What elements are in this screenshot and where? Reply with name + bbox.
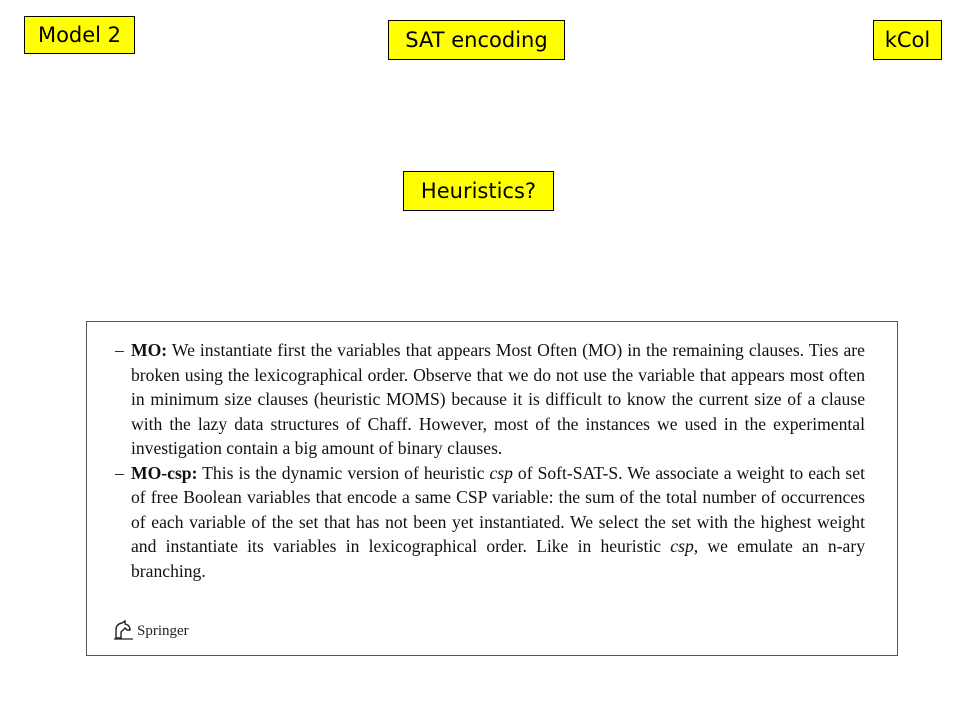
publisher-name: Springer [137,623,189,639]
list-item [115,338,865,461]
item-term: MO: [131,340,168,360]
list-dash: – [115,462,124,483]
publisher-logo [113,620,189,640]
item-emphasis: csp, [670,536,699,556]
heuristics-question-label: Heuristics? [403,171,554,211]
list-item [115,461,865,584]
item-description-part: we emulate an n-ary branching. [131,536,865,581]
model-label: Model 2 [24,16,135,54]
item-emphasis: csp [489,462,513,483]
item-description: We instantiate first the variables that appears Most Often (MO) in the remaining clauses. Ties are broken using the lexicographical order. Observe that we do not use the variable that appears most often in minimum size clauses (heuristic MOMS) because it is difficult to know the current size of a clause with the lazy data structures of Chaff. However, most of the instances we used in the experimental investigation contain a big amount of binary clauses. [131,340,865,458]
item-description-part: of Soft-SAT-S. We associate a weight to each set of free Boolean variables that encode a same CSP variable: the sum of the total number of occurrences of each variable of the set that has not been yet instantiated. We select the set with the highest weight and instantiate its variables in lexicographical order. Like in heuristic [131,462,865,556]
list-dash: – [115,340,124,360]
paper-excerpt [86,321,898,656]
item-description-part: This is the dynamic version of heuristic [202,462,485,483]
springer-horse-icon [113,620,135,640]
excerpt-text [115,338,865,583]
item-term: MO-csp: [131,462,198,483]
encoding-label: SAT encoding [388,20,565,60]
problem-label: kCol [873,20,942,60]
